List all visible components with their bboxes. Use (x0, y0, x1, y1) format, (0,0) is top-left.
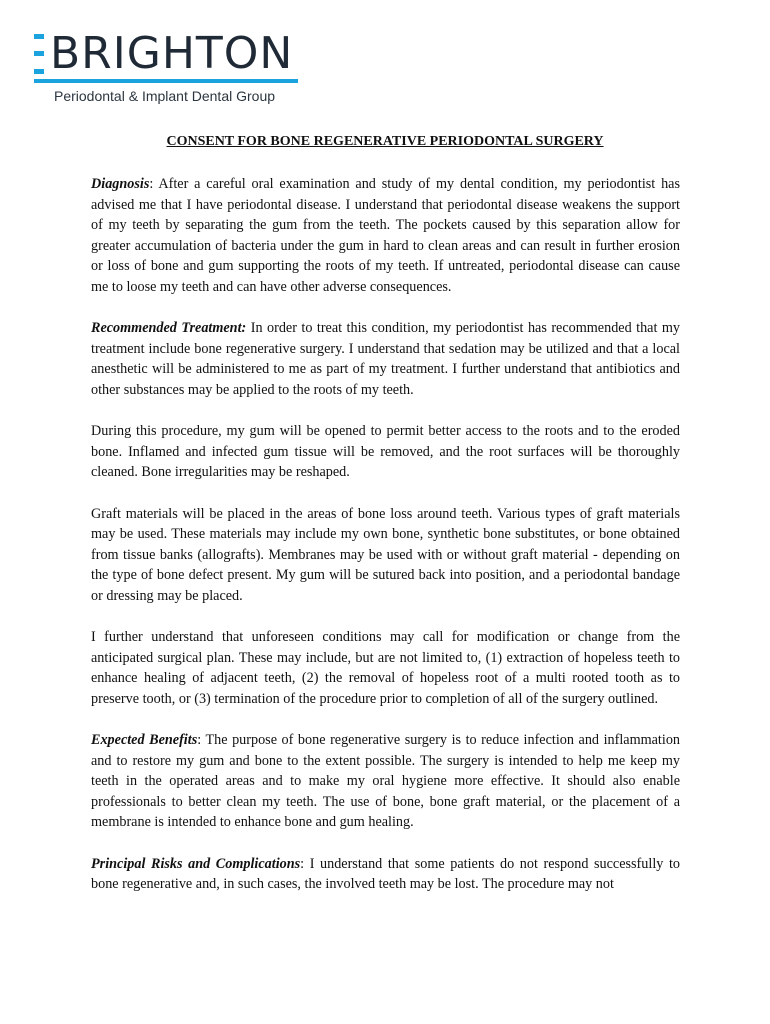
paragraph-text: Graft materials will be placed in the areas of bone loss around teeth. Various types of graft materials may be used. These materials may include my own bone, synthetic bone substitutes, or bone obtained from tissue banks (allografts). Membranes may be used with or without graft material - depending on the type of bone defect present. My gum will be sutured back into position, and a periodontal bandage or dressing may be placed. (91, 505, 680, 604)
paragraph-text: The purpose of bone regenerative surgery is to reduce infection and inflammation and to restore my gum and bone to the extent possible. The surgery is intended to help me keep my teeth in the operated areas and to make my oral hygiene more effective. It should also enable professionals to better clean my teeth. The use of bone, bone graft material, or the placement of a membrane is intended to enhance bone and gum healing. (91, 732, 681, 831)
document-body (91, 174, 680, 915)
paragraph-principal-risks (91, 854, 680, 895)
document-title: CONSENT FOR BONE REGENERATIVE PERIODONTAL SURGERY (166, 134, 604, 149)
paragraph-expected-benefits (91, 730, 680, 833)
paragraph-graft-materials (91, 504, 680, 607)
logo-wordmark: BRIGHTON (50, 28, 294, 79)
logo-underline (34, 79, 298, 83)
paragraph-heading: Diagnosis (91, 176, 150, 192)
paragraph-unforeseen-conditions (91, 627, 680, 709)
logo-dash-mark-icon (34, 34, 46, 78)
paragraph-text: In order to treat this condition, my periodontist has recommended that my treatment include bone regenerative surgery. I understand that sedation may be utilized and that a local anesthetic will be administered to me as part of my treatment. I further understand that antibiotics and other substances may be applied to the roots of my teeth. (91, 320, 681, 398)
brighton-logo (34, 28, 304, 108)
heading-separator: : (300, 855, 310, 872)
heading-separator: : (197, 732, 206, 749)
heading-separator: : (149, 176, 159, 192)
paragraph-recommended-treatment (91, 318, 680, 400)
paragraph-text: After a careful oral examination and study of my dental condition, my periodontist has advised me that I have periodontal disease. I understand that periodontal disease weakens the support of my teeth by separating the gum from the teeth. The pockets caused by this separation allow for greater accumulation of bacteria under the gum in hard to clean areas and can result in further erosion or loss of bone and gum supporting the roots of my teeth. If untreated, periodontal disease can cause me to loose my teeth and can have other adverse consequences. (91, 176, 680, 295)
paragraph-text: I further understand that unforeseen conditions may call for modification or change from the anticipated surgical plan. These may include, but are not limited to, (1) extraction of hopeless teeth to enhance healing of adjacent teeth, (2) the removal of hopeless root of a multi rooted tooth as to preserve tooth, or (3) termination of the procedure prior to completion of all of the surgery outlined. (91, 629, 680, 707)
paragraph-heading: Recommended Treatment: (91, 320, 247, 337)
logo-tagline: Periodontal & Implant Dental Group (54, 88, 276, 104)
paragraph-heading: Principal Risks and Complications (91, 855, 301, 872)
paragraph-procedure (91, 421, 680, 483)
paragraph-text: During this procedure, my gum will be opened to permit better access to the roots and to the eroded bone. Inflamed and infected gum tissue will be removed, and the root surfaces will be thoroughly cleaned. Bone irregularities may be reshaped. (91, 423, 680, 481)
paragraph-text: I understand that some patients do not respond successfully to bone regenerative and, in such cases, the involved teeth may be lost. The procedure may not (91, 855, 680, 893)
paragraph-diagnosis (91, 174, 680, 298)
paragraph-heading: Expected Benefits (91, 732, 198, 749)
